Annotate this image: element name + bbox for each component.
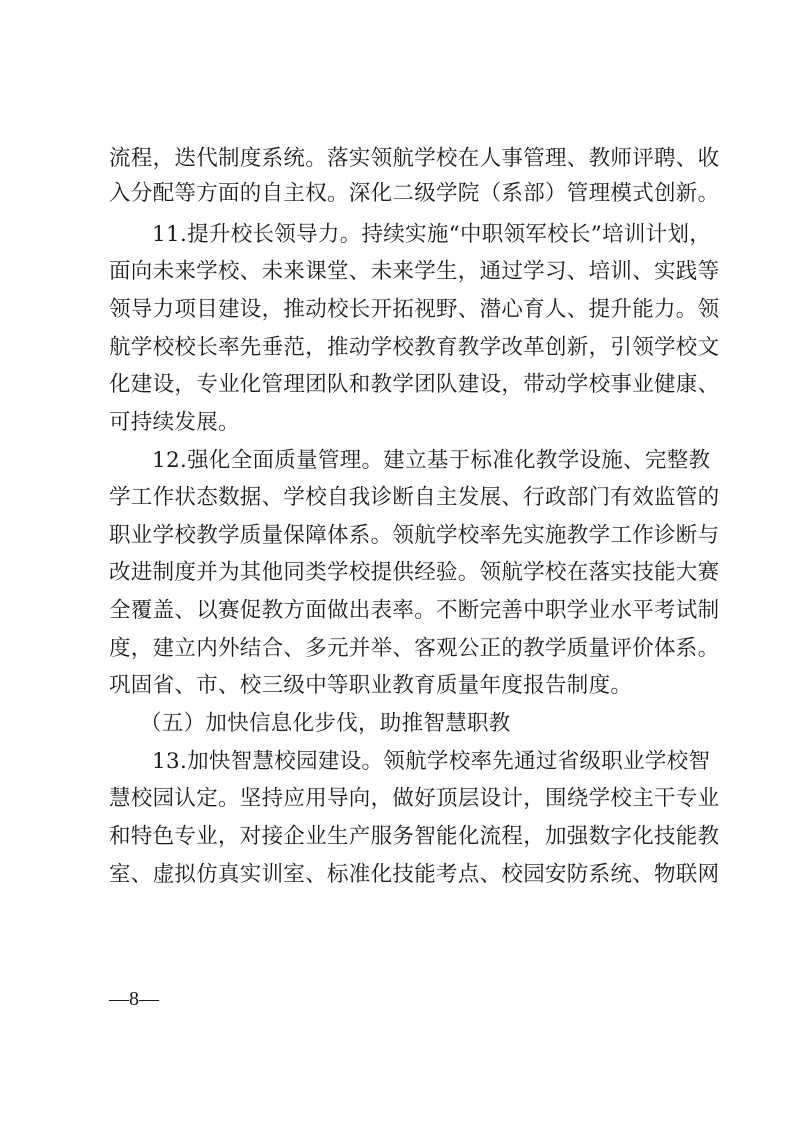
text-line: 流程，迭代制度系统。落实领航学校在人事管理、教师评聘、收 <box>109 146 720 171</box>
paragraph-12-heading: 12.强化全面质量管理。建立基于标准化教学设施、完整教 <box>152 448 711 473</box>
text-line: 入分配等方面的自主权。深化二级学院（系部）管理模式创新。 <box>109 181 720 206</box>
page-number: —8— <box>109 988 159 1010</box>
text-line: 面向未来学校、未来课堂、未来学生，通过学习、培训、实践等 <box>109 259 720 284</box>
text-line: 航学校校长率先垂范，推动学校教育教学改革创新，引领学校文 <box>109 335 720 360</box>
text-line: 室、虚拟仿真实训室、标准化技能考点、校园安防系统、物联网 <box>109 862 720 887</box>
section-heading-5: （五）加快信息化步伐，助推智慧职教 <box>140 711 511 736</box>
text-line: 慧校园认定。坚持应用导向，做好顶层设计，围绕学校主干专业 <box>109 786 720 811</box>
text-line: 可持续发展。 <box>109 410 240 435</box>
text-line: 化建设，专业化管理团队和教学团队建设，带动学校事业健康、 <box>109 372 720 397</box>
text-line: 巩固省、市、校三级中等职业教育质量年度报告制度。 <box>109 673 633 698</box>
paragraph-13-heading: 13.加快智慧校园建设。领航学校率先通过省级职业学校智 <box>152 749 711 774</box>
paragraph-11-heading: 11.提升校长领导力。持续实施“中职领军校长”培训计划， <box>152 222 712 247</box>
text-line: 和特色专业，对接企业生产服务智能化流程，加强数字化技能教 <box>109 824 720 849</box>
text-line: 学工作状态数据、学校自我诊断自主发展、行政部门有效监管的 <box>109 485 720 510</box>
text-line: 领导力项目建设，推动校长开拓视野、潜心育人、提升能力。领 <box>109 297 720 322</box>
text-line: 改进制度并为其他同类学校提供经验。领航学校在落实技能大赛 <box>109 560 720 585</box>
text-line: 度，建立内外结合、多元并举、客观公正的教学质量评价体系。 <box>109 636 720 661</box>
text-line: 全覆盖、以赛促教方面做出表率。不断完善中职学业水平考试制 <box>109 598 720 623</box>
text-line: 职业学校教学质量保障体系。领航学校率先实施教学工作诊断与 <box>109 523 720 548</box>
